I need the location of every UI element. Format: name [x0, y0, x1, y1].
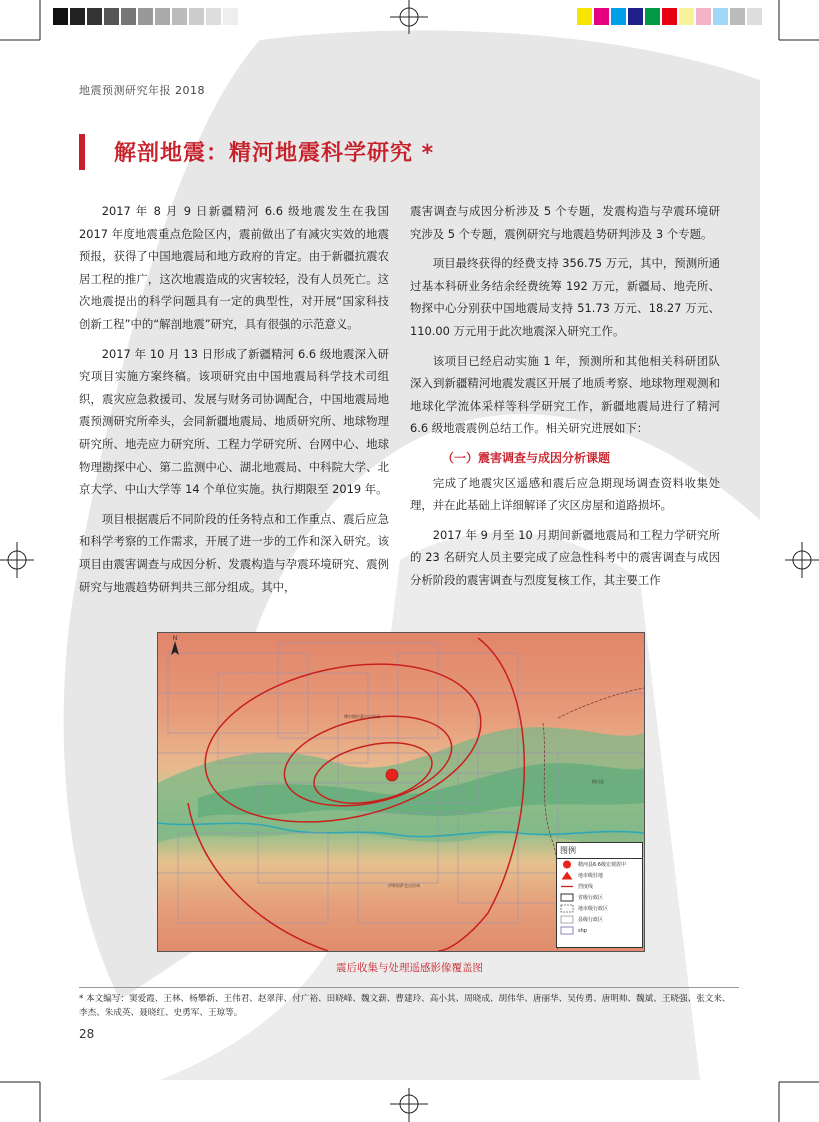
legend-item: 精河县6.6级宏观震中 — [557, 859, 642, 870]
paragraph: 2017 年 8 月 9 日新疆精河 6.6 级地震发生在我国 2017 年度地震重点危险区内，震前做出了有减灾实效的地震预报，获得了中国地震局和地方政府的肯定。由于新疆抗震农居工程的推广，这次地震造成的灾害较轻，没有人员死亡。这次地震提出的科学问题具有一定的典型性，对开展“国家科技创新工程”中的“解剖地震”研究，具有很强的示范意义。 — [79, 204, 389, 331]
paragraph: 2017 年 10 月 13 日形成了新疆精河 6.6 级地震深入研究项目实施方案终稿。该项研究由中国地震局科学技术司组织，震灾应急救援司、发展与财务司协调配合，中国地震局地震预测研究所牵头，会同新疆地震局、地质研究所、地球物理研究所、地壳应力研究所、工程力学研究所、台网中心、地球物理勘探中心、第二监测中心、湖北地震局、中科院大学、北京大学、中山大学等 14 个单位实施。执行期限至 2019 年。 — [79, 346, 389, 497]
place-label: 精河县 — [592, 779, 604, 784]
paragraph: 该项目已经启动实施 1 年，预测所和其他相关科研团队深入到新疆精河地震发震区开展了地质考察、地球物理观测和地球化学流体采样等科学研究工作，新疆地震局进行了精河 6.6 级地震震例总结工作。相关研究进展如下： — [410, 353, 720, 436]
paragraph: 项目根据震后不同阶段的任务特点和工作重点、震后应急和科学考察的工作需求，开展了进一步的工作和深入研究。该项目由震害调查与成因分析、发震构造与孕震环境研究、震例研究与地震趋势研判共三部分组成。其中， — [79, 511, 389, 594]
legend-item: 省级行政区 — [557, 892, 642, 903]
title-accent-bar — [79, 134, 85, 170]
county-boundary-icon — [560, 915, 574, 924]
place-label: 博尔塔拉蒙古自治州 — [344, 714, 380, 719]
province-boundary-icon — [560, 893, 574, 902]
intensity-line-icon — [560, 882, 574, 891]
epicenter-marker — [386, 769, 398, 781]
article-title: 解剖地震：精河地震科学研究 * — [114, 141, 435, 166]
paragraph: 2017 年 9 月至 10 月期间新疆地震局和工程力学研究所的 23 名研究人员主要完成了应急性科考中的震害调查与成因分析阶段的震害调查与烈度复核工作，其主要工作 — [410, 527, 720, 587]
legend-item: 县级行政区 — [557, 914, 642, 925]
section-subheading: （一）震害调查与成因分析课题 — [442, 450, 611, 465]
paragraph: 完成了地震灾区遥感和震后应急期现场调查资料收集处理，并在此基础上详细解译了灾区房屋和道路损坏。 — [410, 475, 720, 513]
figure-caption: 震后收集与处理遥感影像覆盖图 — [336, 962, 483, 974]
author-footnote: * 本文编写：窦爱霞、王林、杨攀新、王伟君、赵翠萍、付广裕、田晓峰、魏文薪、曹建玲、高小其、周晓成、胡伟华、唐丽华、吴传勇、唐明帅、魏斌、王晓强、张文来、李杰、朱成英、聂晓红、史勇军、王琼等。 — [79, 994, 731, 1018]
map-legend — [556, 842, 643, 948]
paragraph: 项目最终获得的经费支持 356.75 万元，其中，预测所通过基本科研业务结余经费统筹 192 万元，新疆局、地壳所、物探中心分别获中国地震局支持 51.73 万元、18.27 万元、110.00 万元用于此次地震深入研究工作。 — [410, 256, 720, 338]
paragraph: 震害调查与成因分析涉及 5 个专题，发震构造与孕震环境研究涉及 5 个专题，震例研究与地震趋势研判涉及 3 个专题。 — [410, 204, 720, 241]
right-column — [410, 200, 720, 599]
page-number: 28 — [79, 1027, 95, 1041]
shp-icon — [560, 926, 574, 935]
prefecture-boundary-icon — [560, 904, 574, 913]
place-label: 伊犁哈萨克自治州 — [388, 883, 420, 888]
running-header: 地震预测研究年报 2018 — [79, 84, 205, 97]
footnote-divider — [79, 987, 739, 988]
city-triangle-icon — [560, 871, 574, 880]
epicenter-icon — [560, 860, 574, 869]
north-label: N — [172, 636, 178, 642]
legend-item: 地市级行政区 — [557, 903, 642, 914]
legend-title: 图例 — [557, 843, 642, 859]
legend-item: 地市级驻地 — [557, 870, 642, 881]
legend-item: 烈度线 — [557, 881, 642, 892]
legend-item: shp — [557, 925, 642, 936]
left-column — [79, 200, 389, 605]
